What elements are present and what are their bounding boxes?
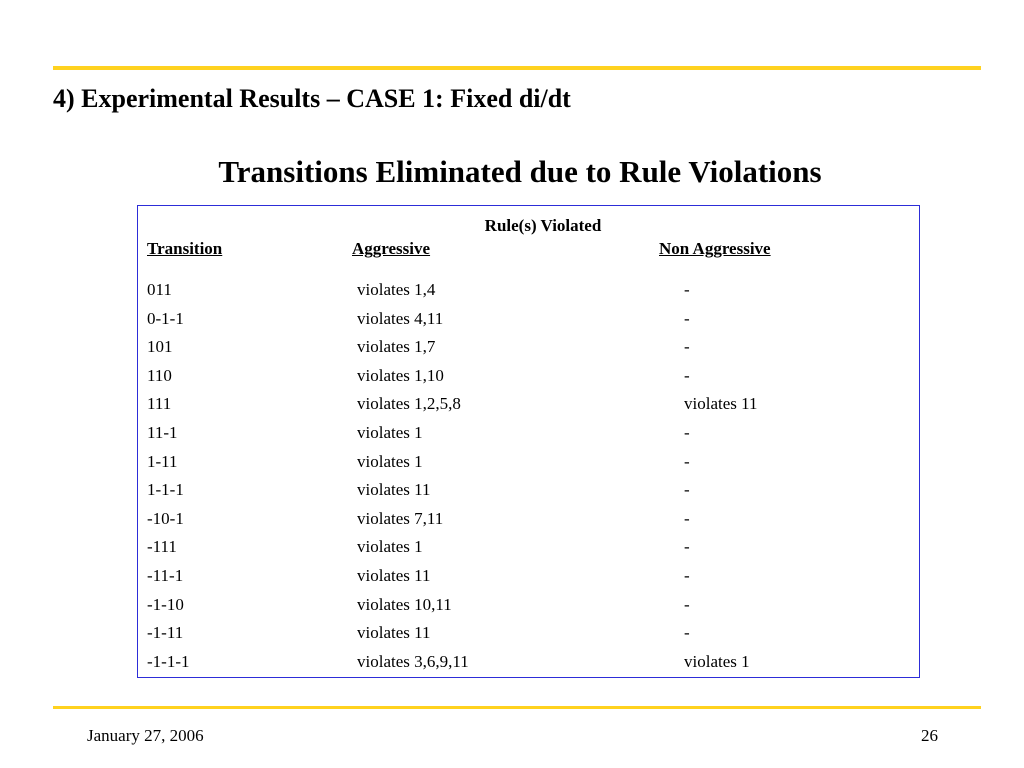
aggressive-cell: violates 11 <box>357 623 431 643</box>
table-row <box>138 595 919 624</box>
page-number: 26 <box>921 726 938 745</box>
aggressive-cell: violates 10,11 <box>357 594 452 614</box>
non-aggressive-cell: - <box>684 451 690 471</box>
aggressive-cell: violates 1 <box>357 537 423 557</box>
non-aggressive-cell: - <box>684 565 690 585</box>
table-row <box>138 566 919 595</box>
transition-cell: 1-11 <box>147 451 178 471</box>
non-aggressive-cell: - <box>684 480 690 500</box>
transition-cell: 101 <box>147 337 173 357</box>
transition-cell: 011 <box>147 280 172 299</box>
aggressive-cell: violates 1 <box>357 451 423 471</box>
transition-cell: -11-1 <box>147 565 184 585</box>
footer-date: January 27, 2006 <box>87 726 204 745</box>
column-header-non-aggressive: Non Aggressive <box>659 239 771 258</box>
table-row <box>138 394 919 423</box>
non-aggressive-cell: - <box>684 623 690 643</box>
group-header-rules-violated: Rule(s) Violated <box>484 216 602 235</box>
non-aggressive-cell: - <box>684 422 690 442</box>
non-aggressive-cell: - <box>684 337 690 357</box>
table-row <box>138 652 919 681</box>
non-aggressive-cell: - <box>684 508 690 528</box>
non-aggressive-cell: - <box>684 537 690 557</box>
table-row <box>138 280 919 309</box>
non-aggressive-cell: - <box>684 308 690 328</box>
aggressive-cell: violates 4,11 <box>357 308 444 328</box>
non-aggressive-cell: - <box>684 280 690 299</box>
aggressive-cell: violates 1,2,5,8 <box>357 394 461 414</box>
table-row <box>138 480 919 509</box>
aggressive-cell: violates 11 <box>357 565 431 585</box>
aggressive-cell: violates 11 <box>357 480 431 500</box>
non-aggressive-cell: violates 11 <box>684 394 758 414</box>
non-aggressive-cell: - <box>684 365 690 385</box>
table-body <box>138 280 919 680</box>
transition-cell: 0-1-1 <box>147 308 184 328</box>
transition-cell: 111 <box>147 394 172 414</box>
table-row <box>138 366 919 395</box>
table-row <box>138 452 919 481</box>
transition-cell: -1-1-1 <box>147 651 190 671</box>
aggressive-cell: violates 3,6,9,11 <box>357 651 469 671</box>
slide-subtitle: Transitions Eliminated due to Rule Violations <box>218 154 822 189</box>
aggressive-cell: violates 7,11 <box>357 508 444 528</box>
table-row <box>138 423 919 452</box>
table-row <box>138 537 919 566</box>
column-header-aggressive: Aggressive <box>352 239 431 258</box>
table-row <box>138 623 919 652</box>
transition-cell: 110 <box>147 365 172 385</box>
non-aggressive-cell: - <box>684 594 690 614</box>
aggressive-cell: violates 1,7 <box>357 337 436 357</box>
column-header-transition: Transition <box>147 239 223 258</box>
transition-cell: -1-10 <box>147 594 184 614</box>
transition-cell: -10-1 <box>147 508 184 528</box>
aggressive-cell: violates 1,10 <box>357 365 444 385</box>
table-row <box>138 509 919 538</box>
top-accent-rule <box>53 66 981 70</box>
violations-table <box>137 205 920 678</box>
transition-cell: 1-1-1 <box>147 480 184 500</box>
bottom-accent-rule <box>53 706 981 709</box>
transition-cell: 11-1 <box>147 422 178 442</box>
aggressive-cell: violates 1 <box>357 422 423 442</box>
table-row <box>138 309 919 338</box>
transition-cell: -1-11 <box>147 623 184 643</box>
table-row <box>138 337 919 366</box>
slide-heading: 4) Experimental Results – CASE 1: Fixed di/dt <box>53 84 571 113</box>
transition-cell: -111 <box>147 537 177 557</box>
non-aggressive-cell: violates 1 <box>684 651 750 671</box>
aggressive-cell: violates 1,4 <box>357 280 436 299</box>
